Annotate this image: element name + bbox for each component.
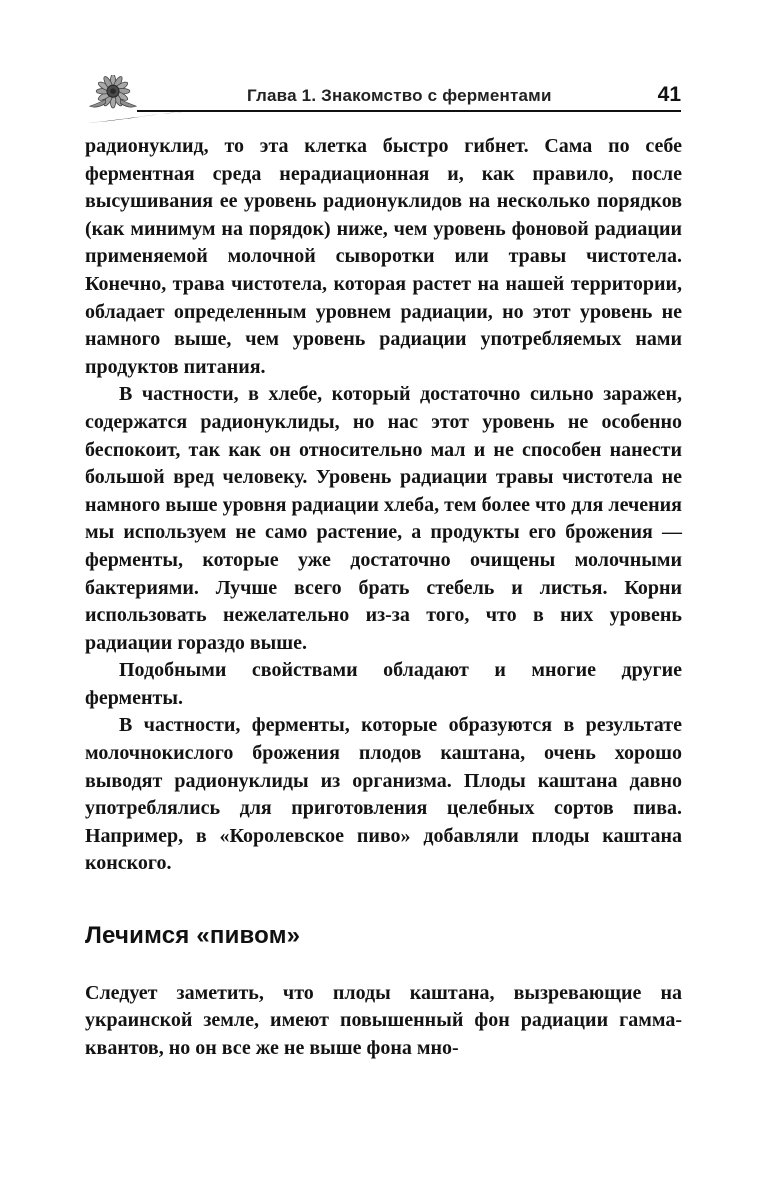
chapter-title: Глава 1. Знакомство с ферментами <box>247 86 552 105</box>
section-heading: Лечимся «пивом» <box>85 922 301 950</box>
paragraph: В частности, в хлебе, который достаточно сильно заражен, содержатся радионуклиды, но нас этот уровень не особенно беспокоит, так как он относительно мал и не способен нанести большой вред человеку. Уровень радиации травы чистотела не намного выше уровня радиации хлеба, тем более что для лечения мы используем не само растение, а продукты его брожения — ферменты, которые уже достаточно очищены молочными бактериями. Лучше всего брать стебель и листья. Корни использовать нежелательно из-за того, что в них уровень радиации гораздо выше. <box>85 383 682 654</box>
page-content <box>85 133 682 1062</box>
paragraph: Следует заметить, что плоды каштана, вызревающие на украинской земле, имеют повышенный фон радиации гамма-квантов, но он все же не выше фона мно- <box>85 981 682 1059</box>
header-rule <box>85 102 681 128</box>
paragraph: радионуклид, то эта клетка быстро гибнет. Сама по себе ферментная среда нерадиационная и, как правило, после высушивания ее уровень радионуклидов на несколько порядков (как минимум на порядок) ниже, чем уровень фоновой радиации применяемой молочной сыворотки или травы чистотела. Конечно, трава чистотела, которая растет на нашей территории, обладает определенным уровнем радиации, но этот уровень не намного выше, чем уровень радиации употребляемых нами продуктов питания. <box>85 135 682 378</box>
paragraph: В частности, ферменты, которые образуются в результате молочнокислого брожения плодов каштана, очень хорошо выводят радионуклиды из организма. Плоды каштана давно употреблялись для приготовления целебных сортов пива. Например, в «Королевское пиво» добавляли плоды каштана конского. <box>85 714 682 875</box>
paragraph: Подобными свойствами обладают и многие другие ферменты. <box>85 659 682 709</box>
page-number: 41 <box>657 83 681 106</box>
